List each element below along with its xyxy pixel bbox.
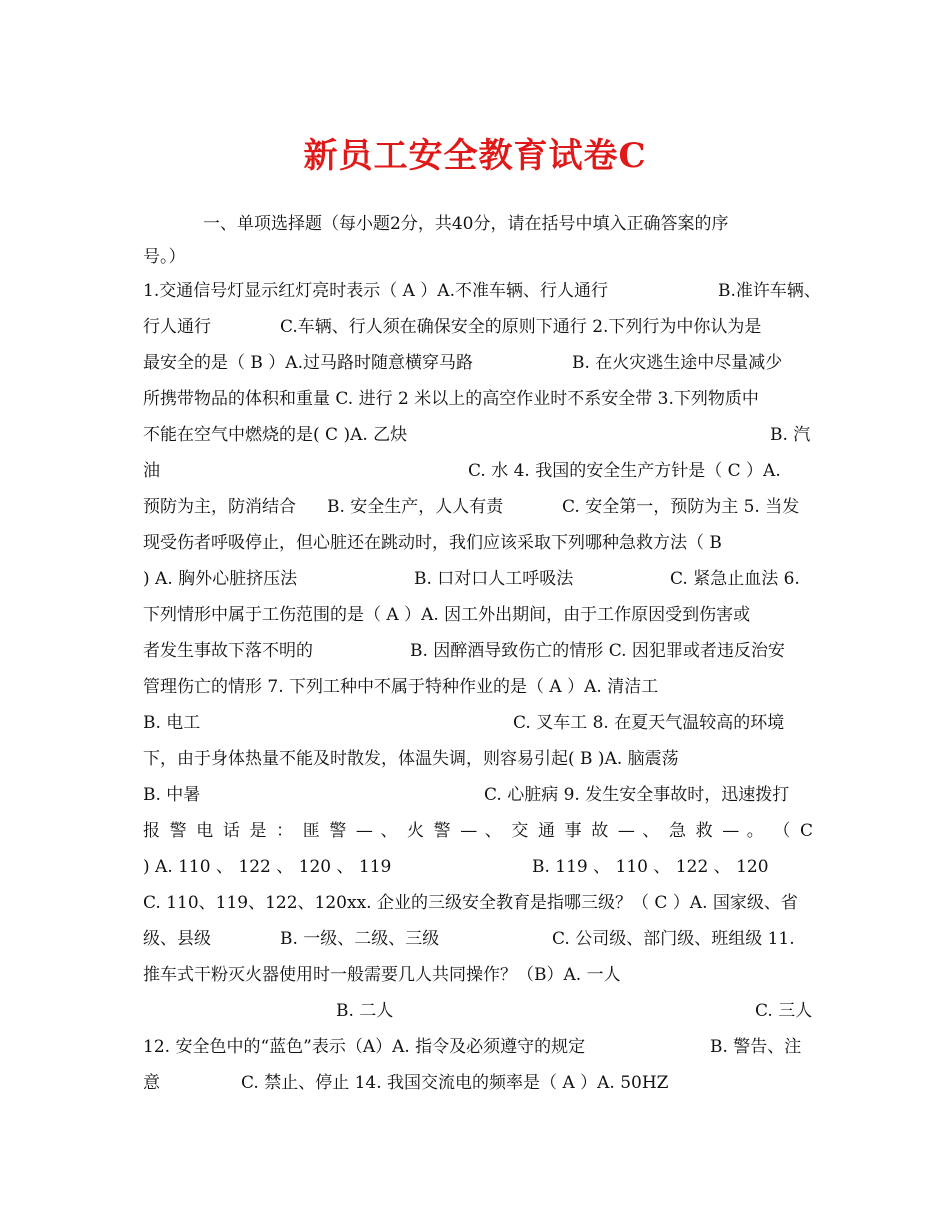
text-segment: 意	[143, 1073, 160, 1093]
text-segment: B. 汽	[770, 425, 811, 445]
text-segment: ) A. 胸外心脏挤压法	[143, 569, 298, 589]
text-segment: 所携带物品的体积和重量 C. 进行 2 米以上的高空作业时不系安全带 3.下列物质中	[143, 389, 759, 409]
text-segment: B. 一级、二级、三级	[280, 929, 440, 949]
text-segment: 12. 安全色中的“蓝色”表示（A）A. 指令及必须遵守的规定	[143, 1037, 586, 1057]
text-segment: 行人通行	[143, 317, 211, 337]
section-heading: 一、单项选择题（每小题2分，共40分，请在括号中填入正确答案的序	[203, 214, 729, 234]
text-segment: C. 水 4. 我国的安全生产方针是（ C ）A.	[468, 461, 781, 481]
text-segment: B. 安全生产，人人有责	[327, 497, 504, 517]
text-segment: B. 在火灾逃生途中尽量减少	[572, 353, 783, 373]
text-segment: 管理伤亡的情形 7. 下列工种中不属于特种作业的是（ A ）A. 清洁工	[143, 677, 659, 697]
section-heading-cont: 号。）	[143, 247, 186, 267]
text-segment: C.车辆、行人须在确保安全的原则下通行 2.下列行为中你认为是	[280, 317, 762, 337]
text-segment: 下，由于身体热量不能及时散发，体温失调，则容易引起( B )A. 脑震荡	[143, 749, 679, 769]
text-segment: 1.交通信号灯显示红灯亮时表示（ A ）A.不准车辆、行人通行	[143, 281, 608, 301]
text-segment: C. 三人	[755, 1001, 813, 1021]
text-segment: B. 口对口人工呼吸法	[414, 569, 574, 589]
text-segment: B. 中暑	[143, 785, 201, 805]
text-segment: C. 公司级、部门级、班组级 11.	[552, 929, 795, 949]
text-segment: 级、县级	[143, 929, 211, 949]
text-segment: B. 电工	[143, 713, 201, 733]
text-segment: B. 因醉酒导致伤亡的情形 C. 因犯罪或者违反治安	[410, 641, 785, 661]
page-title: 新员工安全教育试卷C	[303, 136, 647, 176]
text-segment: 最安全的是（ B ）A.过马路时随意横穿马路	[143, 353, 473, 373]
text-segment: 者发生事故下落不明的	[143, 641, 313, 661]
text-segment: 推车式干粉灭火器使用时一般需要几人共同操作？（B）A. 一人	[143, 965, 621, 985]
text-segment: B. 警告、注	[710, 1037, 802, 1057]
text-segment: C. 紧急止血法 6.	[670, 569, 800, 589]
text-segment: B. 119 、 110 、 122 、 120	[532, 857, 769, 877]
text-segment: 现受伤者呼吸停止，但心脏还在跳动时，我们应该采取下列哪种急救方法（ B	[143, 533, 722, 553]
text-segment: B.准许车辆、	[718, 281, 821, 301]
text-segment: C. 禁止、停止 14. 我国交流电的频率是（ A ）A. 50HZ	[241, 1073, 669, 1093]
text-segment: 预防为主，防消结合	[143, 497, 296, 517]
text-segment: B. 二人	[336, 1001, 394, 1021]
question-line: 报 警 电 话 是 ： 匪 警 — 、 火 警 — 、 交 通 事 故 — 、 急 救 — 。 （ C	[143, 821, 813, 841]
text-segment: C. 110、119、122、120xx. 企业的三级安全教育是指哪三级？（ C ）A. 国家级、省	[143, 893, 798, 913]
text-segment: C. 心脏病 9. 发生安全事故时，迅速拨打	[484, 785, 790, 805]
text-segment: C. 叉车工 8. 在夏天气温较高的环境	[513, 713, 785, 733]
text-segment: 油	[143, 461, 160, 481]
text-segment: C. 安全第一，预防为主 5. 当发	[562, 497, 800, 517]
text-segment: 下列情形中属于工伤范围的是（ A ）A. 因工外出期间，由于工作原因受到伤害或	[143, 605, 751, 625]
text-segment: 不能在空气中燃烧的是( C )A. 乙炔	[143, 425, 408, 445]
text-segment: ) A. 110 、 122 、 120 、 119	[143, 857, 392, 877]
